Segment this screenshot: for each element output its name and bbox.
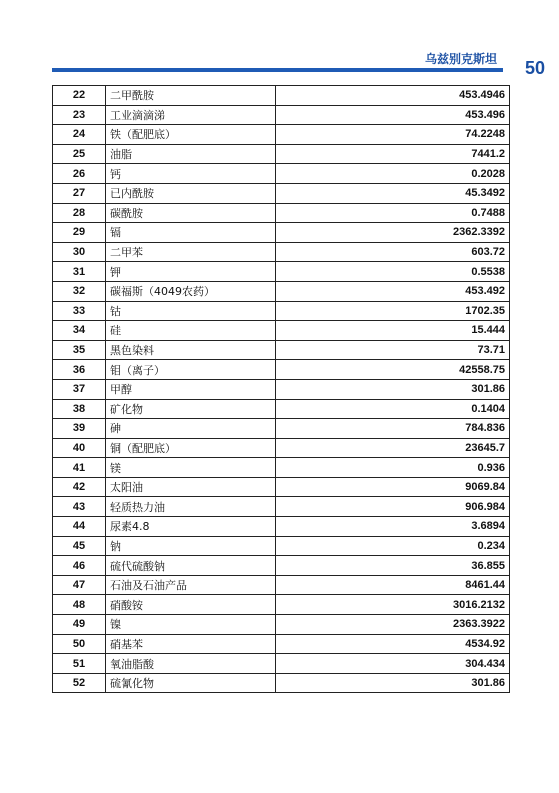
row-index-cell: 50 (53, 634, 106, 654)
row-value-cell: 42558.75 (276, 360, 510, 380)
row-index-cell: 48 (53, 595, 106, 615)
table-row (53, 477, 510, 497)
row-name-cell: 铜（配肥底） (106, 438, 276, 458)
table-row (53, 615, 510, 635)
row-index-cell: 23 (53, 105, 106, 125)
row-index-cell: 30 (53, 242, 106, 262)
row-index-cell: 25 (53, 144, 106, 164)
row-name-cell: 钙 (106, 164, 276, 184)
table-row (53, 223, 510, 243)
table-row (53, 575, 510, 595)
table-row (53, 125, 510, 145)
table-row (53, 144, 510, 164)
row-name-cell: 工业滴滴涕 (106, 105, 276, 125)
row-name-cell: 二甲苯 (106, 242, 276, 262)
table-row (53, 183, 510, 203)
row-index-cell: 51 (53, 654, 106, 674)
table-row (53, 360, 510, 380)
row-name-cell: 二甲酰胺 (106, 86, 276, 106)
row-name-cell: 已内酰胺 (106, 183, 276, 203)
table-row (53, 595, 510, 615)
row-index-cell: 22 (53, 86, 106, 106)
table-row (53, 242, 510, 262)
row-index-cell: 47 (53, 575, 106, 595)
row-value-cell: 453.492 (276, 281, 510, 301)
table-body (53, 86, 510, 693)
row-index-cell: 37 (53, 379, 106, 399)
row-name-cell: 轻质热力油 (106, 497, 276, 517)
row-name-cell: 碳酰胺 (106, 203, 276, 223)
row-value-cell: 0.2028 (276, 164, 510, 184)
row-name-cell: 石油及石油产品 (106, 575, 276, 595)
row-value-cell: 453.4946 (276, 86, 510, 106)
row-value-cell: 453.496 (276, 105, 510, 125)
table-row (53, 634, 510, 654)
row-value-cell: 15.444 (276, 321, 510, 341)
table-row (53, 536, 510, 556)
row-index-cell: 33 (53, 301, 106, 321)
row-name-cell: 硝酸铵 (106, 595, 276, 615)
row-name-cell: 硫代硫酸钠 (106, 556, 276, 576)
table-row (53, 399, 510, 419)
row-index-cell: 42 (53, 477, 106, 497)
row-index-cell: 24 (53, 125, 106, 145)
row-name-cell: 硫氰化物 (106, 673, 276, 693)
table-row (53, 301, 510, 321)
row-name-cell: 镍 (106, 615, 276, 635)
row-name-cell: 甲醇 (106, 379, 276, 399)
row-value-cell: 7441.2 (276, 144, 510, 164)
row-name-cell: 太阳油 (106, 477, 276, 497)
row-name-cell: 氧油脂酸 (106, 654, 276, 674)
header-title: 乌兹别克斯坦 (424, 52, 497, 66)
row-value-cell: 36.855 (276, 556, 510, 576)
row-value-cell: 304.434 (276, 654, 510, 674)
row-index-cell: 28 (53, 203, 106, 223)
row-name-cell: 镉 (106, 223, 276, 243)
row-value-cell: 8461.44 (276, 575, 510, 595)
table-row (53, 654, 510, 674)
row-index-cell: 52 (53, 673, 106, 693)
row-value-cell: 0.1404 (276, 399, 510, 419)
row-value-cell: 3016.2132 (276, 595, 510, 615)
row-name-cell: 镁 (106, 458, 276, 478)
table-row (53, 203, 510, 223)
table-row (53, 458, 510, 478)
row-value-cell: 73.71 (276, 340, 510, 360)
table-row (53, 419, 510, 439)
row-value-cell: 784.836 (276, 419, 510, 439)
row-name-cell: 钠 (106, 536, 276, 556)
row-name-cell: 碳福斯（4049农药） (106, 281, 276, 301)
table-row (53, 497, 510, 517)
row-value-cell: 3.6894 (276, 517, 510, 537)
row-index-cell: 43 (53, 497, 106, 517)
row-index-cell: 29 (53, 223, 106, 243)
row-index-cell: 32 (53, 281, 106, 301)
row-name-cell: 钼（离子） (106, 360, 276, 380)
row-index-cell: 26 (53, 164, 106, 184)
row-value-cell: 0.936 (276, 458, 510, 478)
row-value-cell: 301.86 (276, 673, 510, 693)
row-value-cell: 0.5538 (276, 262, 510, 282)
row-name-cell: 钴 (106, 301, 276, 321)
row-value-cell: 4534.92 (276, 634, 510, 654)
table-row (53, 105, 510, 125)
row-index-cell: 46 (53, 556, 106, 576)
row-index-cell: 31 (53, 262, 106, 282)
row-name-cell: 硝基苯 (106, 634, 276, 654)
row-value-cell: 2362.3392 (276, 223, 510, 243)
row-name-cell: 矿化物 (106, 399, 276, 419)
row-value-cell: 74.2248 (276, 125, 510, 145)
table-row (53, 517, 510, 537)
row-index-cell: 44 (53, 517, 106, 537)
row-value-cell: 23645.7 (276, 438, 510, 458)
row-name-cell: 油脂 (106, 144, 276, 164)
row-index-cell: 38 (53, 399, 106, 419)
row-index-cell: 27 (53, 183, 106, 203)
row-name-cell: 砷 (106, 419, 276, 439)
row-name-cell: 尿素4.8 (106, 517, 276, 537)
row-value-cell: 9069.84 (276, 477, 510, 497)
row-value-cell: 906.984 (276, 497, 510, 517)
row-value-cell: 1702.35 (276, 301, 510, 321)
table-row (53, 673, 510, 693)
table-row (53, 164, 510, 184)
row-value-cell: 2363.3922 (276, 615, 510, 635)
row-index-cell: 41 (53, 458, 106, 478)
row-value-cell: 301.86 (276, 379, 510, 399)
table-row (53, 379, 510, 399)
row-index-cell: 36 (53, 360, 106, 380)
table-row (53, 262, 510, 282)
table-row (53, 281, 510, 301)
page-number: 50 (524, 58, 545, 78)
row-name-cell: 黑色染料 (106, 340, 276, 360)
row-index-cell: 39 (53, 419, 106, 439)
row-name-cell: 硅 (106, 321, 276, 341)
row-name-cell: 钾 (106, 262, 276, 282)
table-row (53, 340, 510, 360)
row-index-cell: 34 (53, 321, 106, 341)
row-value-cell: 45.3492 (276, 183, 510, 203)
header-divider-bar (52, 68, 503, 72)
row-value-cell: 0.7488 (276, 203, 510, 223)
table-row (53, 86, 510, 106)
row-value-cell: 0.234 (276, 536, 510, 556)
row-index-cell: 49 (53, 615, 106, 635)
row-index-cell: 40 (53, 438, 106, 458)
table-row (53, 438, 510, 458)
table-row (53, 556, 510, 576)
table-row (53, 321, 510, 341)
data-table (52, 85, 510, 693)
row-name-cell: 铁（配肥底） (106, 125, 276, 145)
row-index-cell: 45 (53, 536, 106, 556)
row-value-cell: 603.72 (276, 242, 510, 262)
row-index-cell: 35 (53, 340, 106, 360)
